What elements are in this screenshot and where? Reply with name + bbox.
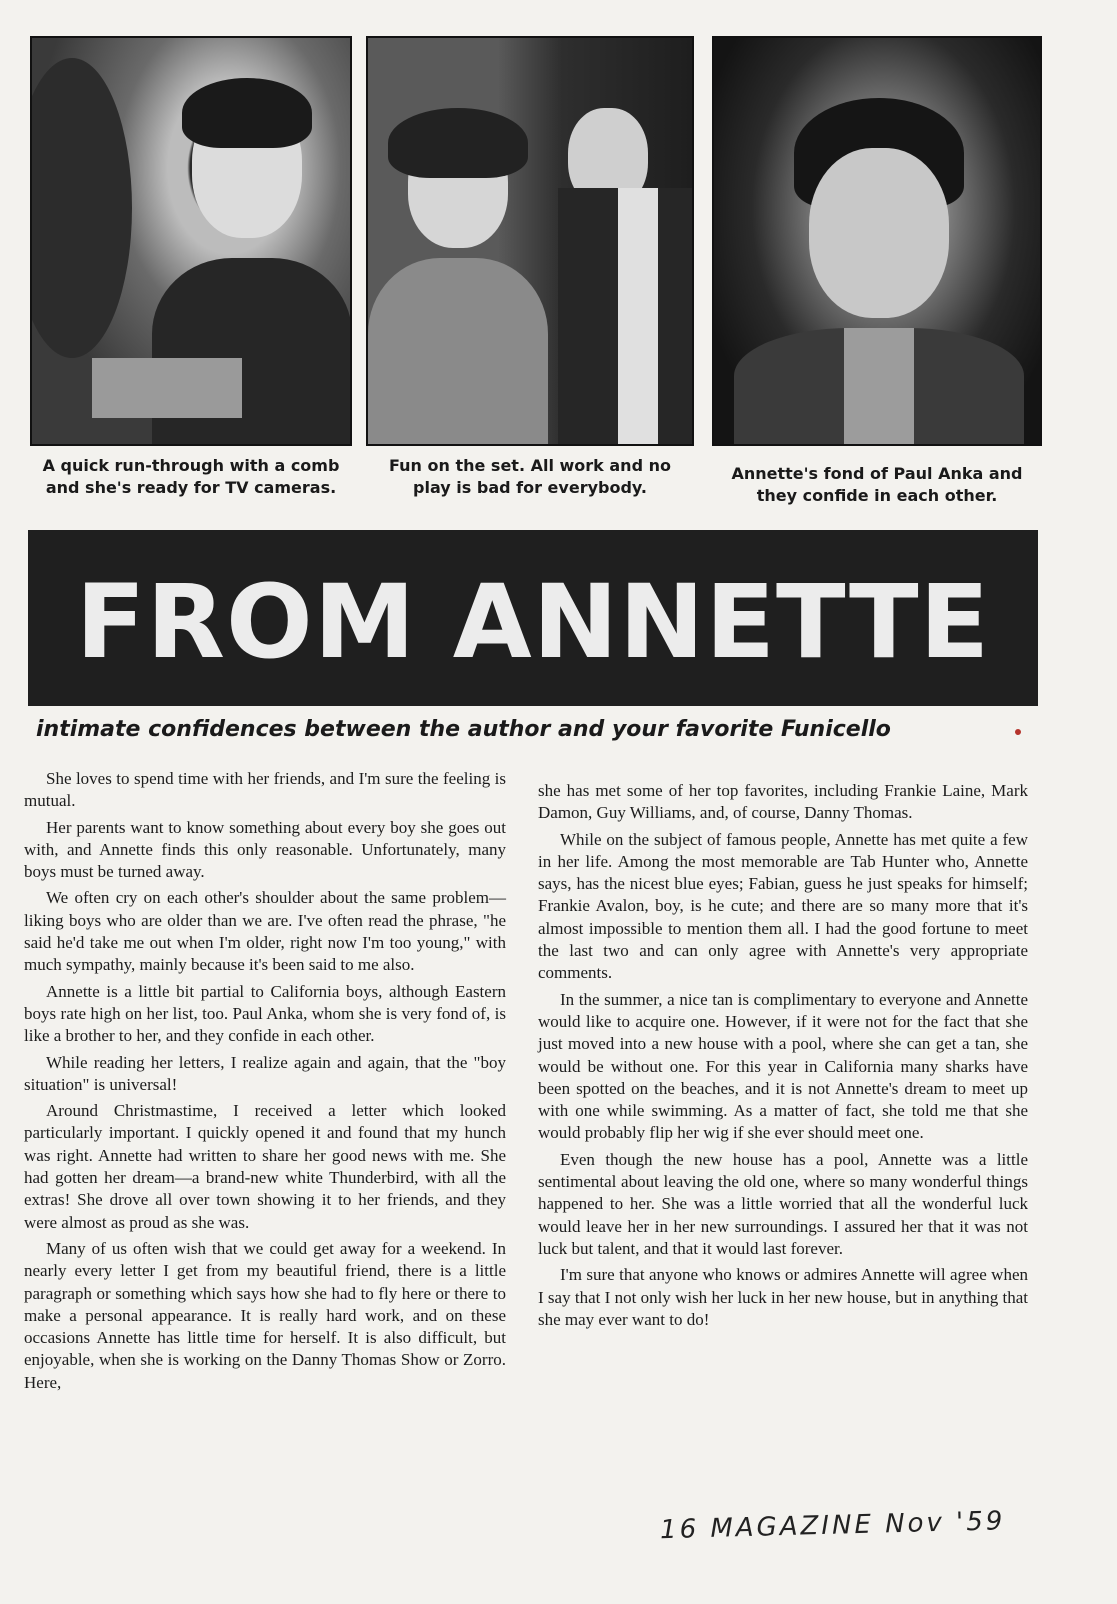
paragraph: I'm sure that anyone who knows or admires Annette will agree when I say that I not only wish her luck in her new house, but in anything that she may ever want to do! [538,1265,1028,1329]
paragraph: In the summer, a nice tan is complimentary to everyone and Annette would like to acquire one. However, if it were not for the fact that she just moved into a new house with a pool, where she can get a tan, she would be without one. For this year in California many sharks have been spotted on the beaches, and it is not Annette's dream to meet up with one while swimming. As a matter of fact, she told me that she would probably flip her wig if she ever should meet one. [538,989,1028,1143]
paragraph: Many of us often wish that we could get away for a weekend. In nearly every letter I get from my beautiful friend, there is a little paragraph or something which says how she had to fly here or there to make a personal appearance. It is really hard work, and on these occasions Annette has little time for herself. It is also difficult, but enjoyable, when she is working on the Danny Thomas Show or Zorro. Here, [24,1238,506,1392]
photo-caption-3: Annette's fond of Paul Anka and they confide in each other. [731,464,1023,505]
paragraph: While reading her letters, I realize again and again, that the "boy situation" is universal! [24,1052,506,1094]
paragraph: Annette is a little bit partial to California boys, although Eastern boys rate high on her list, too. Paul Anka, whom she is very fond of, is like a brother to her, and they confide in each other. [24,981,506,1046]
photo-paul-anka [712,36,1042,446]
paragraph: Around Christmastime, I received a letter which looked particularly important. I quickly opened it and found that my hunch was right. Annette had written to share her good news with me. She had gotten her dream—a brand-new white Thunderbird, with all the extras! She drove all over town showing it to her friends, and they were almost as proud as she was. [24,1101,506,1232]
paragraph: Her parents want to know something about every boy she goes out with, and Annette finds this only reasonable. Unfortunately, many boys must be turned away. [24,817,506,882]
photo-caption-2: Fun on the set. All work and no play is bad for everybody. [389,456,671,497]
paragraph: She loves to spend time with her friends, and I'm sure the feeling is mutual. [24,769,506,811]
article-subtitle: intimate confidences between the author and your favorite Funicello [36,717,891,742]
paragraph: We often cry on each other's shoulder about the same problem—liking boys who are older than we are. I've often read the phrase, "he said he'd take me out when I'm older, right now I'm too young," with much sympathy, mainly because it's been said to me also. [24,888,506,975]
photo-caption-1: A quick run-through with a comb and she's ready for TV cameras. [42,456,340,497]
paragraph: Even though the new house has a pool, Annette was a little sentimental about leaving the old one, where so many wonderful things happened to her. She was a little worried that all the wonderful luck would leave her in her new surroundings. I assured her that it was not luck but talent, and that it would last forever. [538,1149,1028,1258]
article-column-left [24,768,506,1398]
paragraph: she has met some of her top favorites, including Frankie Laine, Mark Damon, Guy Williams, and, of course, Danny Thomas. [538,781,1028,823]
article-column-right [538,780,1028,1335]
handwritten-source-note: 16 MAGAZINE Nov '59 [659,1506,1006,1546]
paragraph: While on the subject of famous people, Annette has met quite a few in her life. Among the most memorable are Tab Hunter who, Annette says, has the nicest blue eyes; Fabian, guess he just speaks for himself; Frankie Avalon, boy, is he cute; and there are so many more that it's almost impossible to mention them all. I had the good fortune to meet the last two and can only agree with Annette's very appropriate comments. [538,829,1028,983]
photo-annette-comb [30,36,352,446]
photo-fun-on-set [366,36,694,446]
headline-title: FROM ANNETTE [75,562,991,682]
ink-mark [1015,729,1021,735]
headline-banner [28,530,1038,706]
